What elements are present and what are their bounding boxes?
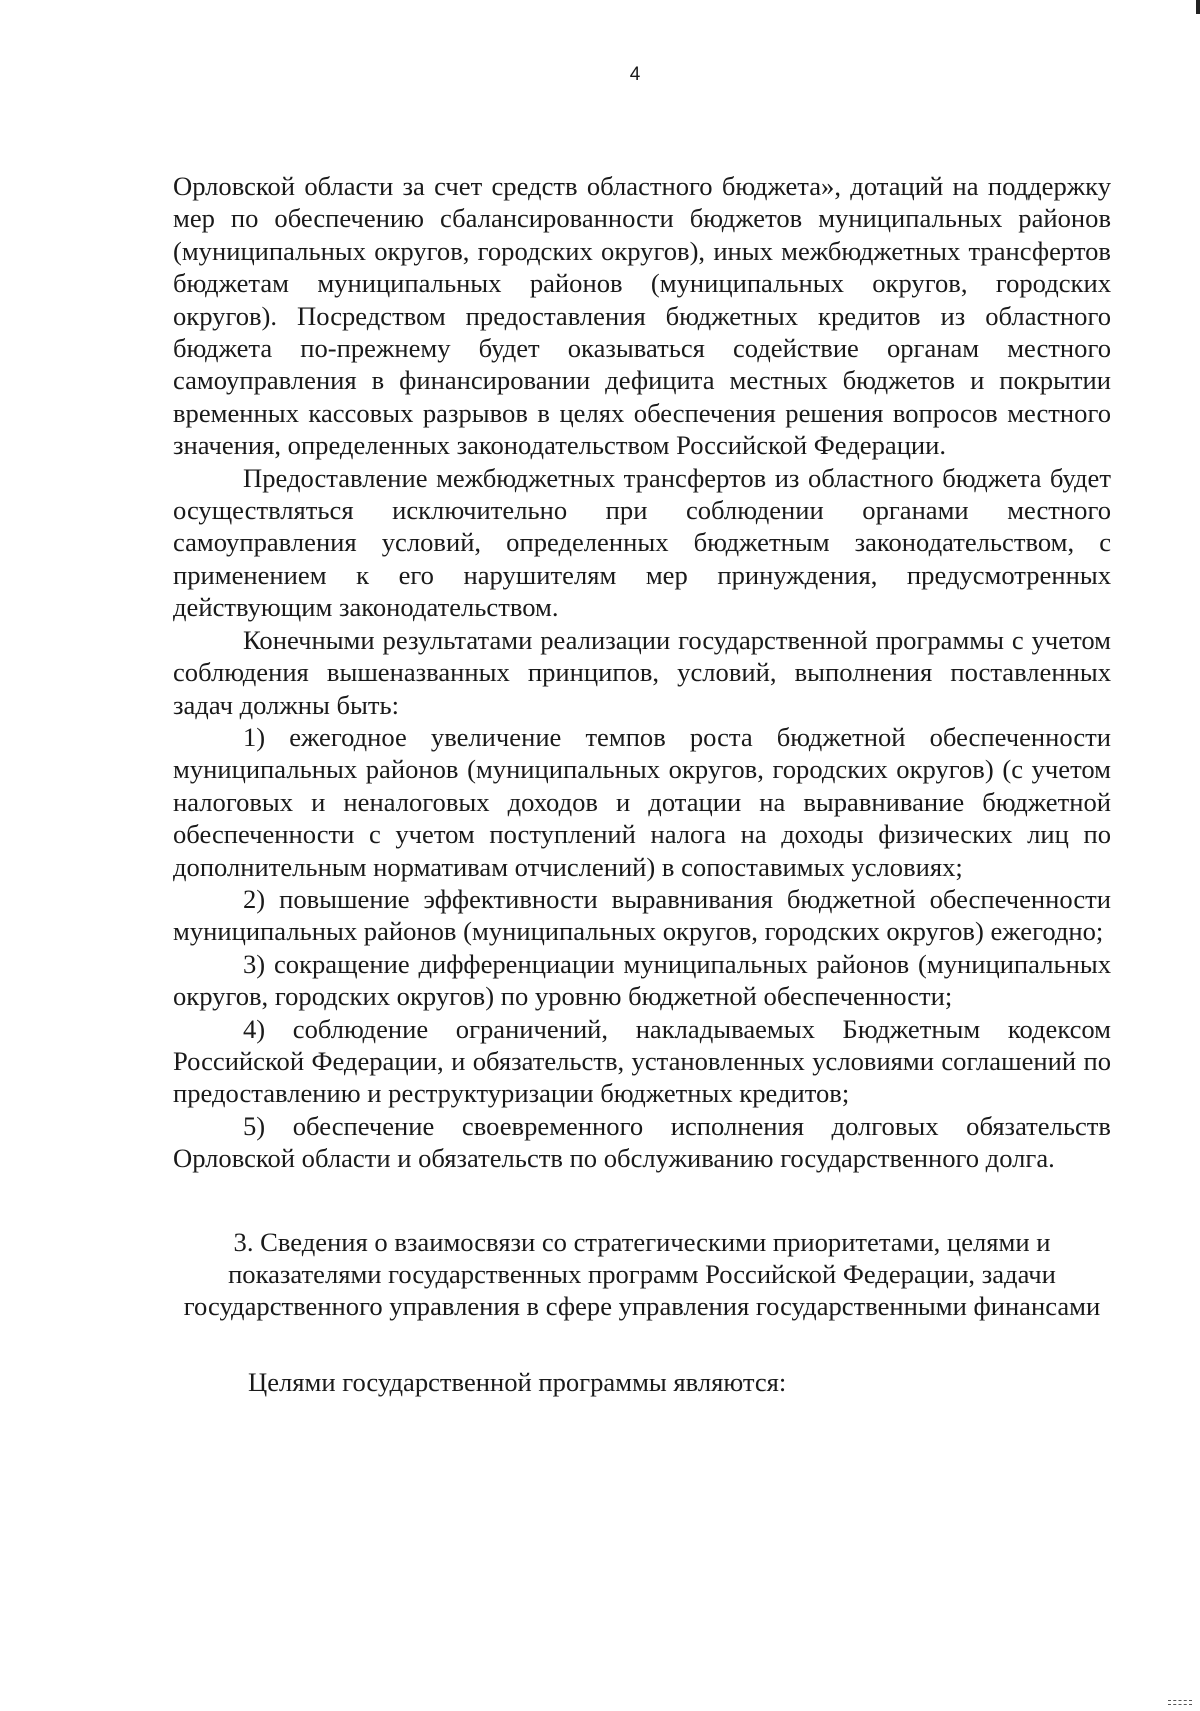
- paragraph-continuation: Орловской области за счет средств областного бюджета», дотаций на поддержку мер по обеспечению сбалансированности бюджетов муниципальных районов (муниципальных округов, городских округов), иных межбюджетных трансфертов бюджетам муниципальных районов (муниципальных округов, городских округов). Посредством предоставления бюджетных кредитов из областного бюджета по-прежнему будет оказываться содействие органам местного самоуправления в финансировании дефицита местных бюджетов и покрытии временных кассовых разрывов в целях обеспечения решения вопросов местного значения, определенных законодательством Российской Федерации.: [173, 171, 1111, 461]
- list-item-3: 3) сокращение дифференциации муниципальных районов (муниципальных округов, городских округов) по уровню бюджетной обеспеченности;: [173, 948, 1111, 1012]
- list-item-1: 1) ежегодное увеличение темпов роста бюджетной обеспеченности муниципальных районов (муниципальных округов, городских округов) (с учетом налоговых и неналоговых доходов и дотации на выравнивание бюджетной обеспеченности с учетом поступлений налога на доходы физических лиц по дополнительным нормативам отчислений) в сопоставимых условиях;: [173, 721, 1111, 882]
- document-body: [173, 170, 1111, 1398]
- list-item-5: 5) обеспечение своевременного исполнения долговых обязательств Орловской области и обязательств по обслуживанию государственного долга.: [173, 1110, 1111, 1174]
- list-item-2: 2) повышение эффективности выравнивания бюджетной обеспеченности муниципальных районов (муниципальных округов, городских округов) ежегодно;: [173, 883, 1111, 947]
- page-number: 4: [629, 64, 641, 85]
- list-item-4: 4) соблюдение ограничений, накладываемых Бюджетным кодексом Российской Федерации, и обязательств, установленных условиями соглашений по предоставлению и реструктуризации бюджетных кредитов;: [173, 1013, 1111, 1109]
- closing-line: Целями государственной программы являются:: [248, 1366, 787, 1397]
- section-heading: 3. Сведения о взаимосвязи со стратегическими приоритетами, целями и показателями государственных программ Российской Федерации, задачи государственного управления в сфере управления государственными финансами: [183, 1226, 1101, 1322]
- scan-bottom-mark: [1168, 1700, 1192, 1705]
- scan-margin-mark: [1196, 0, 1200, 14]
- paragraph-transfers: Предоставление межбюджетных трансфертов из областного бюджета будет осуществляться исключительно при соблюдении органами местного самоуправления условий, определенных бюджетным законодательством, с применением к его нарушителям мер принуждения, предусмотренных действующим законодательством.: [173, 462, 1111, 623]
- paragraph-results-intro: Конечными результатами реализации государственной программы с учетом соблюдения вышеназванных принципов, условий, выполнения поставленных задач должны быть:: [173, 624, 1111, 720]
